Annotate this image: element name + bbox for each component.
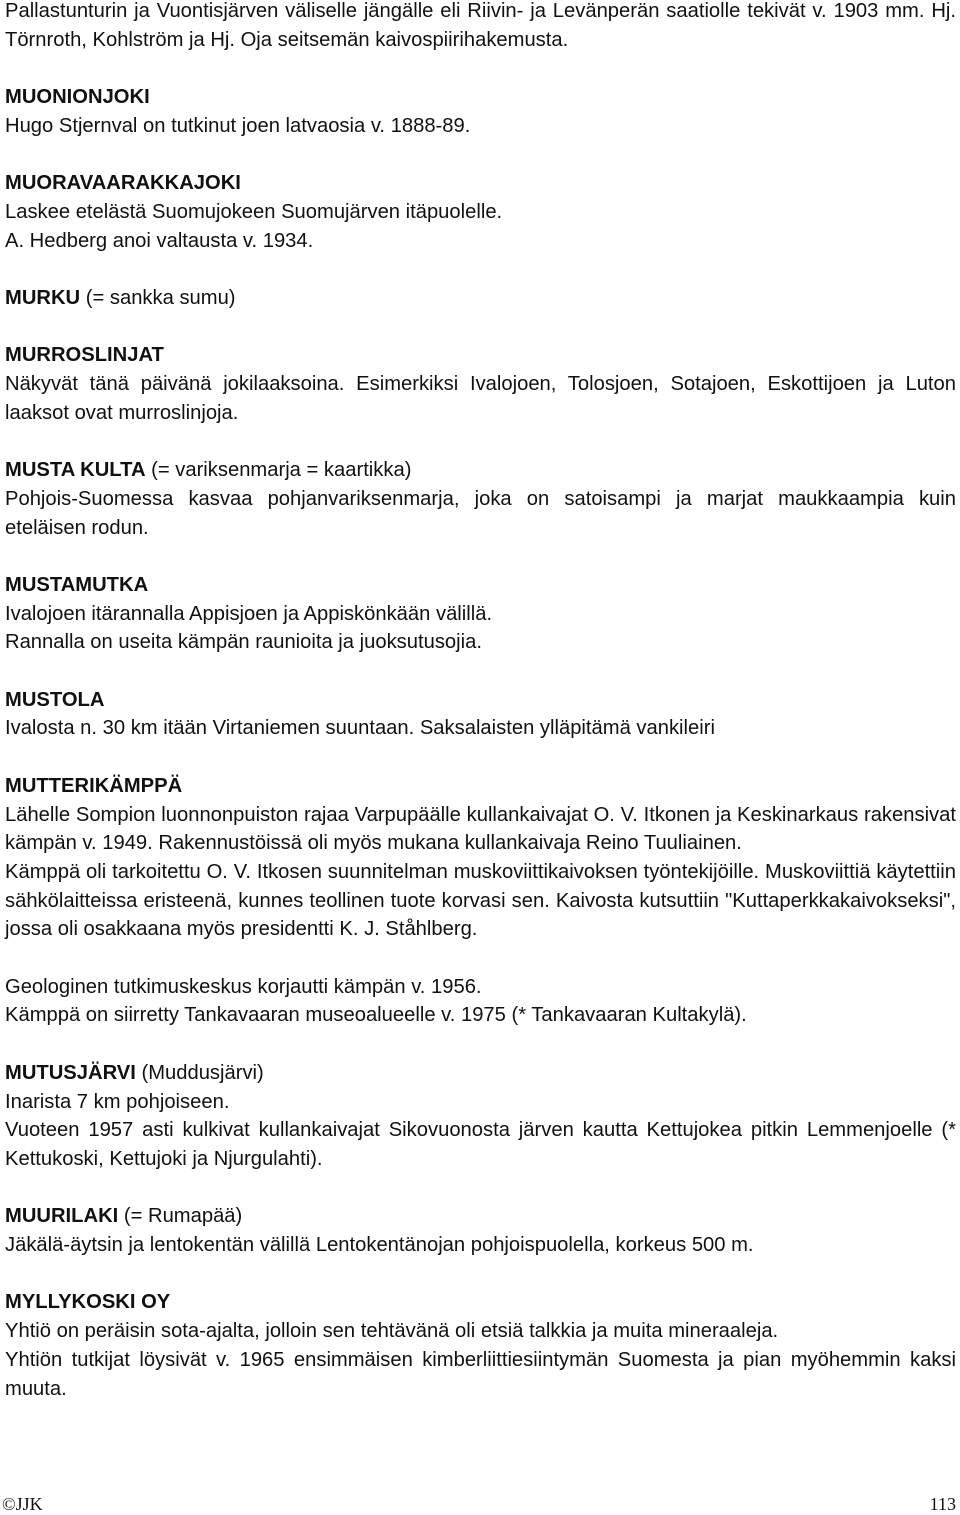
entry-title: MUTUSJÄRVI xyxy=(5,1061,136,1084)
entry-title: MURKU xyxy=(5,286,81,309)
page-number: 113 xyxy=(929,1494,956,1514)
body-text: Lähelle Sompion luonnonpuiston rajaa Varpupäälle kullankaivajat O. V. Itkonen ja Keskinarkaus rakensivat kämpän v. 1949. Rakennustöissä oli myös mukana kullankaivaja Reino Tuuliainen. xyxy=(5,803,956,855)
entry-title: MURROSLINJAT xyxy=(5,344,164,367)
entry-title: MUSTAMUTKA xyxy=(5,573,149,596)
body-text: Ivalosta n. 30 km itään Virtaniemen suuntaan. Saksalaisten ylläpitämä vankileiri xyxy=(5,717,715,740)
entry-subtitle: (Muddusjärvi) xyxy=(135,1061,264,1084)
body-text: Näkyvät tänä päivänä jokilaaksoina. Esimerkiksi Ivalojoen, Tolosjoen, Sotajoen, Eskottijoen ja Luton laaksot ovat murroslinjoja. xyxy=(5,373,956,424)
body-text: A. Hedberg anoi valtausta v. 1934. xyxy=(5,229,314,252)
entry-subtitle: (= sankka sumu) xyxy=(80,286,236,309)
body-text: Laskee etelästä Suomujokeen Suomujärven itäpuolelle. xyxy=(5,200,503,223)
body-text: Geologinen tutkimuskeskus korjautti kämpän v. 1956. xyxy=(5,975,482,998)
entry-subtitle: (= Rumapää) xyxy=(118,1205,243,1228)
entry-title: MUORAVAARAKKAJOKI xyxy=(5,172,241,195)
entry-mutterikamppa xyxy=(5,772,956,1030)
entry-muurilaki xyxy=(5,1202,956,1259)
body-text: Kämppä oli tarkoitettu O. V. Itkosen suunnitelman muskoviittikaivoksen työntekijöille. Muskoviittiä käytettiin sähkölaitteissa eristeenä, kunnes teollinen tuote korvasi sen. Kaivosta kutsuttiin "Kuttaperkkakaivokseksi", jossa oli osakkaana myös presidentti K. J. Ståhlberg. xyxy=(5,860,956,941)
paragraph-gap xyxy=(5,944,956,973)
entry-heading-line xyxy=(5,1059,956,1088)
body-text: Pallastunturin ja Vuontisjärven väliselle jängälle eli Riivin- ja Levänperän saatiolle tekivät v. 1903 mm. Hj. Törnroth, Kohlström ja Hj. Oja seitsemän kaivospiirihakemusta. xyxy=(5,0,956,51)
copyright-label: ©JJK xyxy=(2,1494,43,1514)
entry-heading-line xyxy=(5,1202,956,1231)
entry-title: MUSTOLA xyxy=(5,688,105,711)
entry-title: MYLLYKOSKI OY xyxy=(5,1291,171,1314)
body-text: Kämppä on siirretty Tankavaaran museoalueelle v. 1975 (* Tankavaaran Kultakylä). xyxy=(5,1004,747,1027)
entry-mustamutka xyxy=(5,571,956,657)
body-text: Yhtiö on peräisin sota-ajalta, jolloin sen tehtävänä oli etsiä talkkia ja muita mineraaleja. xyxy=(5,1320,779,1343)
body-text: Ivalojoen itärannalla Appisjoen ja Appiskönkään välillä. xyxy=(5,602,493,625)
document-page xyxy=(5,0,956,1432)
body-text: Rannalla on useita kämpän raunioita ja juoksutusojia. xyxy=(5,631,482,654)
entry-muonionjoki xyxy=(5,83,956,140)
entry-muoravaarakkajoki xyxy=(5,169,956,255)
page-footer xyxy=(0,1493,960,1515)
entry-heading-line xyxy=(5,284,956,313)
entry-title: MUTTERIKÄMPPÄ xyxy=(5,774,183,797)
intro-entry xyxy=(5,0,956,54)
entry-myllykoski-oy xyxy=(5,1288,956,1403)
entry-heading-line xyxy=(5,456,956,485)
body-text: Yhtiön tutkijat löysivät v. 1965 ensimmäisen kimberliittiesiintymän Suomesta ja pian myöhemmin kaksi muuta. xyxy=(5,1348,956,1400)
body-text: Jäkälä-äytsin ja lentokentän välillä Lentokentänojan pohjoispuolella, korkeus 500 m. xyxy=(5,1234,754,1257)
entry-title: MUONIONJOKI xyxy=(5,86,150,109)
entry-subtitle: (= variksenmarja = kaartikka) xyxy=(145,459,412,482)
entry-mustola xyxy=(5,686,956,743)
body-text: Hugo Stjernval on tutkinut joen latvaosia v. 1888-89. xyxy=(5,114,471,137)
entry-murroslinjat xyxy=(5,341,956,427)
entry-title: MUURILAKI xyxy=(5,1205,119,1228)
body-text: Inarista 7 km pohjoiseen. xyxy=(5,1090,230,1113)
entry-murku xyxy=(5,284,956,313)
entry-mutusjarvi xyxy=(5,1059,956,1174)
entry-musta-kulta xyxy=(5,456,956,542)
body-text: Vuoteen 1957 asti kulkivat kullankaivajat Sikovuonosta järven kautta Kettujokea pitkin Lemmenjoelle (* Kettukoski, Kettujoki ja Njurgulahti). xyxy=(5,1119,956,1170)
body-text: Pohjois-Suomessa kasvaa pohjanvariksenmarja, joka on satoisampi ja marjat maukkaampia kuin eteläisen rodun. xyxy=(5,487,956,539)
entry-title: MUSTA KULTA xyxy=(5,459,146,482)
